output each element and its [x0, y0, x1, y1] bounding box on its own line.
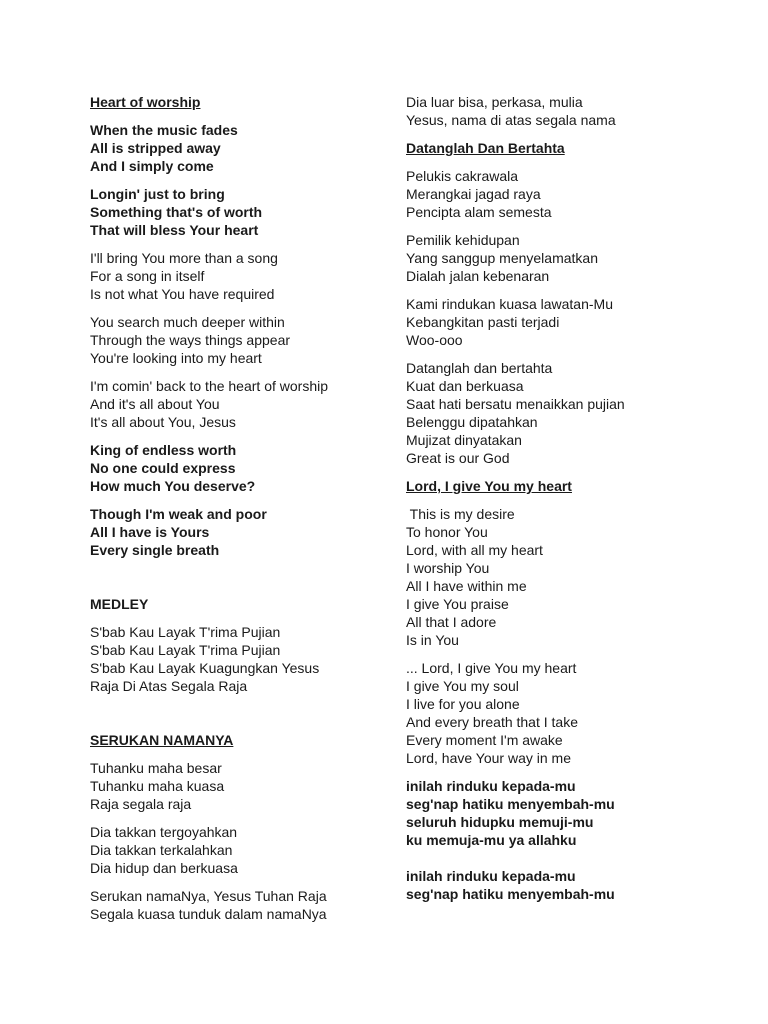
lyric-line: Though I'm weak and poor: [90, 506, 267, 522]
lyric-line: ku memuja-mu ya allahku: [406, 832, 577, 848]
lyric-line: Saat hati bersatu menaikkan pujian: [406, 396, 625, 412]
lyric-line: Dialah jalan kebenaran: [406, 268, 550, 284]
lyric-line: That will bless Your heart: [90, 222, 259, 238]
lyric-line: Is not what You have required: [90, 286, 275, 302]
lyric-line: Yang sanggup menyelamatkan: [406, 250, 598, 266]
lyric-line: Mujizat dinyatakan: [406, 432, 522, 448]
lyric-line: Dia luar bisa, perkasa, mulia: [406, 94, 583, 110]
lyric-line: seg'nap hatiku menyembah-mu: [406, 796, 615, 812]
song-title-medley: MEDLEY: [90, 596, 149, 612]
stanza: [90, 313, 380, 367]
stanza: [406, 359, 746, 467]
lyric-line: All I have is Yours: [90, 524, 210, 540]
stanza: [90, 185, 380, 239]
stanza: [90, 623, 380, 695]
lyric-line: Dia hidup dan berkuasa: [90, 860, 238, 876]
lyric-line: S'bab Kau Layak Kuagungkan Yesus: [90, 660, 320, 676]
song-title-serukan-namanya: SERUKAN NAMANYA: [90, 732, 234, 748]
lyric-line: Longin' just to bring: [90, 186, 225, 202]
lyric-line: Raja segala raja: [90, 796, 192, 812]
lyric-line: seluruh hidupku memuji-mu: [406, 814, 594, 830]
lyric-line: All that I adore: [406, 614, 497, 630]
stanza: [90, 249, 380, 303]
lyric-line: I give You praise: [406, 596, 509, 612]
stanza: [406, 505, 746, 649]
lyric-line: All I have within me: [406, 578, 527, 594]
lyric-line: For a song in itself: [90, 268, 205, 284]
lyric-line: Great is our God: [406, 450, 510, 466]
right-column: [406, 93, 746, 903]
stanza: [406, 167, 746, 221]
lyric-line: King of endless worth: [90, 442, 237, 458]
lyric-line: Kebangkitan pasti terjadi: [406, 314, 560, 330]
stanza: [90, 823, 380, 877]
stanza: [406, 659, 746, 767]
lyric-line: Yesus, nama di atas segala nama: [406, 112, 616, 128]
lyric-line: When the music fades: [90, 122, 238, 138]
lyric-line: Something that's of worth: [90, 204, 263, 220]
left-column: [90, 93, 380, 923]
stanza: [90, 377, 380, 431]
lyric-line: Dia takkan terkalahkan: [90, 842, 233, 858]
lyric-line: Kuat dan berkuasa: [406, 378, 524, 394]
lyric-line: Is in You: [406, 632, 459, 648]
lyric-line: You search much deeper within: [90, 314, 285, 330]
lyric-line: Lord, have Your way in me: [406, 750, 571, 766]
stanza: [406, 231, 746, 285]
lyric-line: Tuhanku maha kuasa: [90, 778, 225, 794]
lyric-line: Raja Di Atas Segala Raja: [90, 678, 248, 694]
lyric-line: Belenggu dipatahkan: [406, 414, 538, 430]
lyric-line: S'bab Kau Layak T'rima Pujian: [90, 624, 281, 640]
lyric-line: Pemilik kehidupan: [406, 232, 520, 248]
stanza: [90, 759, 380, 813]
song-title-heart-of-worship: Heart of worship: [90, 94, 201, 110]
stanza: [406, 295, 746, 349]
lyric-line: inilah rinduku kepada-mu: [406, 778, 576, 794]
lyric-line: Woo-ooo: [406, 332, 463, 348]
lyric-line: No one could express: [90, 460, 236, 476]
lyric-line: This is my desire: [406, 506, 515, 522]
lyric-line: And it's all about You: [90, 396, 220, 412]
lyric-line: Segala kuasa tunduk dalam namaNya: [90, 906, 327, 922]
stanza: [90, 887, 380, 923]
lyric-line: You're looking into my heart: [90, 350, 262, 366]
lyric-line: Kami rindukan kuasa lawatan-Mu: [406, 296, 613, 312]
lyric-line: inilah rinduku kepada-mu: [406, 868, 576, 884]
lyric-line: Datanglah dan bertahta: [406, 360, 553, 376]
lyric-line: Lord, with all my heart: [406, 542, 543, 558]
lyric-line: Pencipta alam semesta: [406, 204, 552, 220]
lyric-line: And every breath that I take: [406, 714, 578, 730]
stanza: [406, 93, 746, 129]
lyric-line: seg'nap hatiku menyembah-mu: [406, 886, 615, 902]
lyric-line: I give You my soul: [406, 678, 519, 694]
lyric-line: S'bab Kau Layak T'rima Pujian: [90, 642, 281, 658]
lyric-line: To honor You: [406, 524, 488, 540]
lyric-line: I worship You: [406, 560, 490, 576]
lyric-line: How much You deserve?: [90, 478, 256, 494]
lyric-line: Dia takkan tergoyahkan: [90, 824, 238, 840]
song-title-datanglah: Datanglah Dan Bertahta: [406, 140, 565, 156]
lyric-line: Serukan namaNya, Yesus Tuhan Raja: [90, 888, 327, 904]
lyric-line: All is stripped away: [90, 140, 221, 156]
lyric-line: Every moment I'm awake: [406, 732, 563, 748]
stanza: [90, 505, 380, 559]
song-title-lord-i-give: Lord, I give You my heart: [406, 478, 572, 494]
lyric-line: Through the ways things appear: [90, 332, 291, 348]
lyric-line: I'm comin' back to the heart of worship: [90, 378, 329, 394]
stanza: [90, 441, 380, 495]
lyric-line: Tuhanku maha besar: [90, 760, 222, 776]
lyric-line: It's all about You, Jesus: [90, 414, 236, 430]
stanza: [406, 867, 746, 903]
lyric-line: I'll bring You more than a song: [90, 250, 278, 266]
lyric-line: ... Lord, I give You my heart: [406, 660, 577, 676]
lyric-line: Pelukis cakrawala: [406, 168, 519, 184]
lyric-line: Every single breath: [90, 542, 220, 558]
lyric-line: And I simply come: [90, 158, 214, 174]
stanza: [406, 777, 746, 849]
lyric-line: Merangkai jagad raya: [406, 186, 541, 202]
stanza: [90, 121, 380, 175]
lyric-line: I live for you alone: [406, 696, 520, 712]
